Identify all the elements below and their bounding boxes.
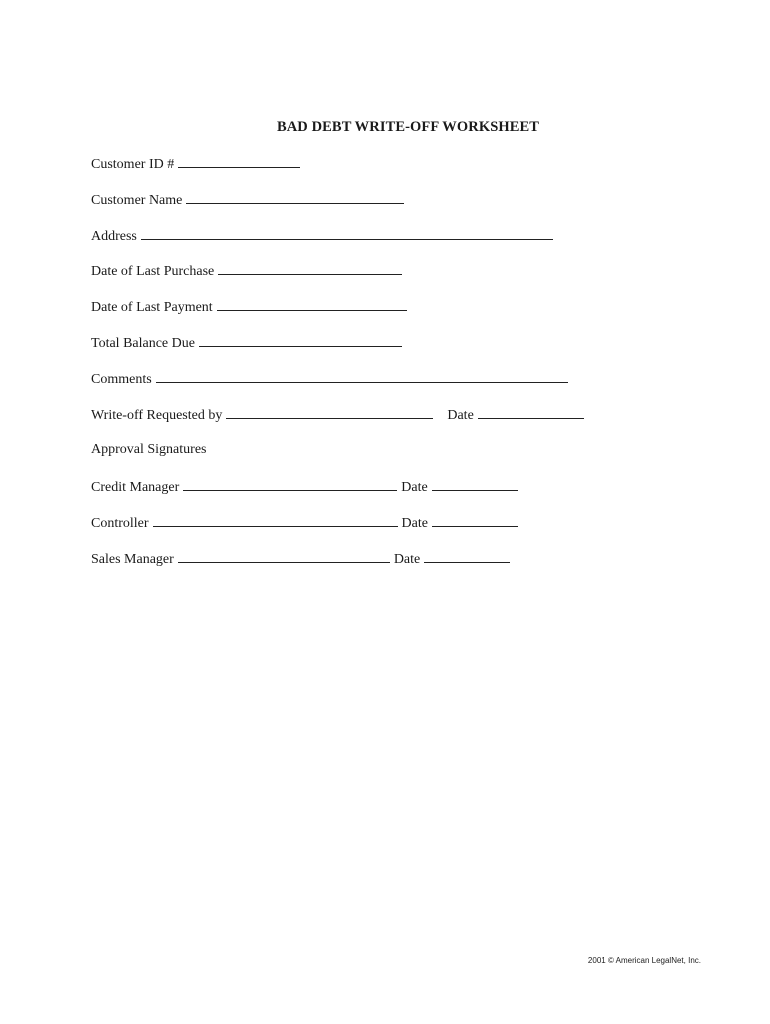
date-last-payment-label: Date of Last Payment	[91, 300, 213, 315]
sales-manager-label: Sales Manager	[91, 552, 174, 567]
address-field[interactable]	[141, 226, 553, 240]
controller-date-field[interactable]	[432, 513, 518, 527]
customer-name-label: Customer Name	[91, 193, 183, 208]
credit-manager-date-field[interactable]	[432, 477, 518, 491]
customer-id-row	[91, 154, 300, 174]
customer-id-field[interactable]	[178, 154, 300, 168]
writeoff-date-field[interactable]	[478, 405, 584, 419]
writeoff-requested-label: Write-off Requested by	[91, 408, 223, 423]
approval-heading: Approval Signatures	[91, 442, 207, 457]
credit-manager-row	[91, 477, 518, 497]
sales-manager-date-label: Date	[393, 552, 421, 567]
date-last-purchase-field[interactable]	[218, 261, 402, 275]
controller-signature-field[interactable]	[153, 513, 398, 527]
sales-manager-date-field[interactable]	[424, 549, 510, 563]
date-last-payment-row	[91, 297, 407, 317]
controller-label: Controller	[91, 516, 149, 531]
sales-manager-signature-field[interactable]	[178, 549, 390, 563]
comments-field[interactable]	[156, 369, 568, 383]
total-balance-due-field[interactable]	[199, 333, 402, 347]
writeoff-requested-field[interactable]	[226, 405, 433, 419]
controller-date-label: Date	[401, 516, 428, 531]
copyright-footer: 2001 © American LegalNet, Inc.	[587, 956, 701, 965]
customer-name-row	[91, 190, 404, 210]
address-row	[91, 226, 553, 246]
writeoff-requested-row	[91, 405, 584, 425]
date-last-purchase-label: Date of Last Purchase	[91, 264, 215, 279]
customer-id-label: Customer ID #	[91, 157, 175, 172]
total-balance-due-label: Total Balance Due	[91, 336, 195, 351]
writeoff-date-label: Date	[447, 408, 474, 423]
page-title: BAD DEBT WRITE-OFF WORKSHEET	[276, 119, 540, 135]
controller-row	[91, 513, 518, 533]
comments-label: Comments	[91, 372, 152, 387]
date-last-purchase-row	[91, 261, 402, 281]
customer-name-field[interactable]	[186, 190, 404, 204]
comments-row	[91, 369, 568, 389]
credit-manager-date-label: Date	[401, 480, 428, 495]
sales-manager-row	[91, 549, 510, 569]
address-label: Address	[91, 229, 137, 244]
date-last-payment-field[interactable]	[217, 297, 407, 311]
credit-manager-signature-field[interactable]	[183, 477, 397, 491]
total-balance-due-row	[91, 333, 402, 353]
credit-manager-label: Credit Manager	[91, 480, 180, 495]
